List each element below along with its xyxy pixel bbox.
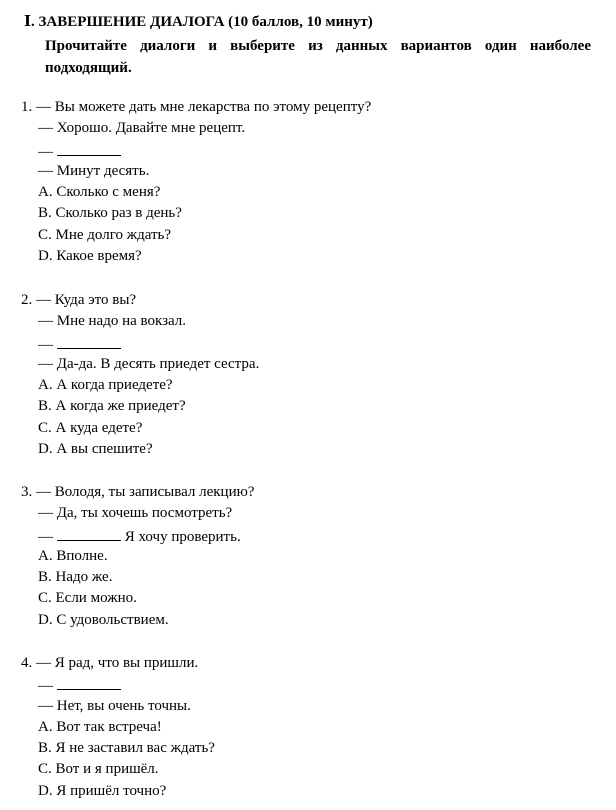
- option: B. Я не заставил вас ждать?: [38, 740, 215, 757]
- option: C. Вот и я пришёл.: [38, 761, 159, 778]
- section-instruction: Прочитайте диалоги и выберите из данных вариантов один наиболее подходящий.: [45, 38, 591, 76]
- option: D. С удовольствием.: [38, 611, 169, 628]
- blank-line: [21, 140, 601, 161]
- question-line: 3. — Володя, ты записывал лекцию?: [21, 484, 255, 500]
- question-line: 1. — Вы можете дать мне лекарства по этому рецепту?: [21, 99, 372, 115]
- option: C. Если можно.: [38, 590, 137, 607]
- question-2: [21, 290, 601, 460]
- option: A. Вот так встреча!: [38, 718, 162, 735]
- dash: —: [38, 336, 53, 353]
- dash: —: [38, 143, 53, 160]
- answer-blank: [57, 525, 121, 541]
- question-line: 2. — Куда это вы?: [21, 292, 137, 308]
- blank-line: [21, 333, 601, 354]
- option: B. Сколько раз в день?: [38, 205, 182, 222]
- answer-blank: [57, 333, 121, 349]
- blank-suffix: Я хочу проверить.: [121, 528, 241, 545]
- option: C. Мне долго ждать?: [38, 226, 172, 243]
- option: A. Вполне.: [38, 547, 108, 564]
- question-4: [21, 653, 601, 802]
- answer-blank: [57, 674, 121, 690]
- option: A. Сколько с меня?: [38, 184, 161, 201]
- question-3: [21, 482, 601, 631]
- option: D. Какое время?: [38, 248, 142, 265]
- blank-line: [21, 674, 601, 695]
- dialogue-line: — Да-да. В десять приедет сестра.: [38, 355, 260, 372]
- blank-line: [21, 525, 601, 546]
- dialogue-line: — Минут десять.: [38, 162, 150, 179]
- dialogue-line: — Мне надо на вокзал.: [38, 313, 187, 330]
- dialogue-line: — Да, ты хочешь посмотреть?: [38, 505, 233, 522]
- dash: —: [38, 528, 53, 545]
- question-line: 4. — Я рад, что вы пришли.: [21, 655, 199, 671]
- option: D. А вы спешите?: [38, 441, 153, 458]
- answer-blank: [57, 140, 121, 156]
- section-title: Ⅰ. ЗАВЕРШЕНИЕ ДИАЛОГА (10 баллов, 10 минут): [24, 14, 373, 30]
- dash: —: [38, 678, 53, 695]
- option: A. А когда приедете?: [38, 377, 173, 394]
- option: B. Надо же.: [38, 569, 113, 586]
- dialogue-line: — Хорошо. Давайте мне рецепт.: [38, 120, 246, 137]
- option: D. Я пришёл точно?: [38, 782, 167, 799]
- question-1: [21, 97, 601, 267]
- option: B. А когда же приедет?: [38, 398, 186, 415]
- dialogue-line: — Нет, вы очень точны.: [38, 697, 191, 714]
- option: C. А куда едете?: [38, 419, 143, 436]
